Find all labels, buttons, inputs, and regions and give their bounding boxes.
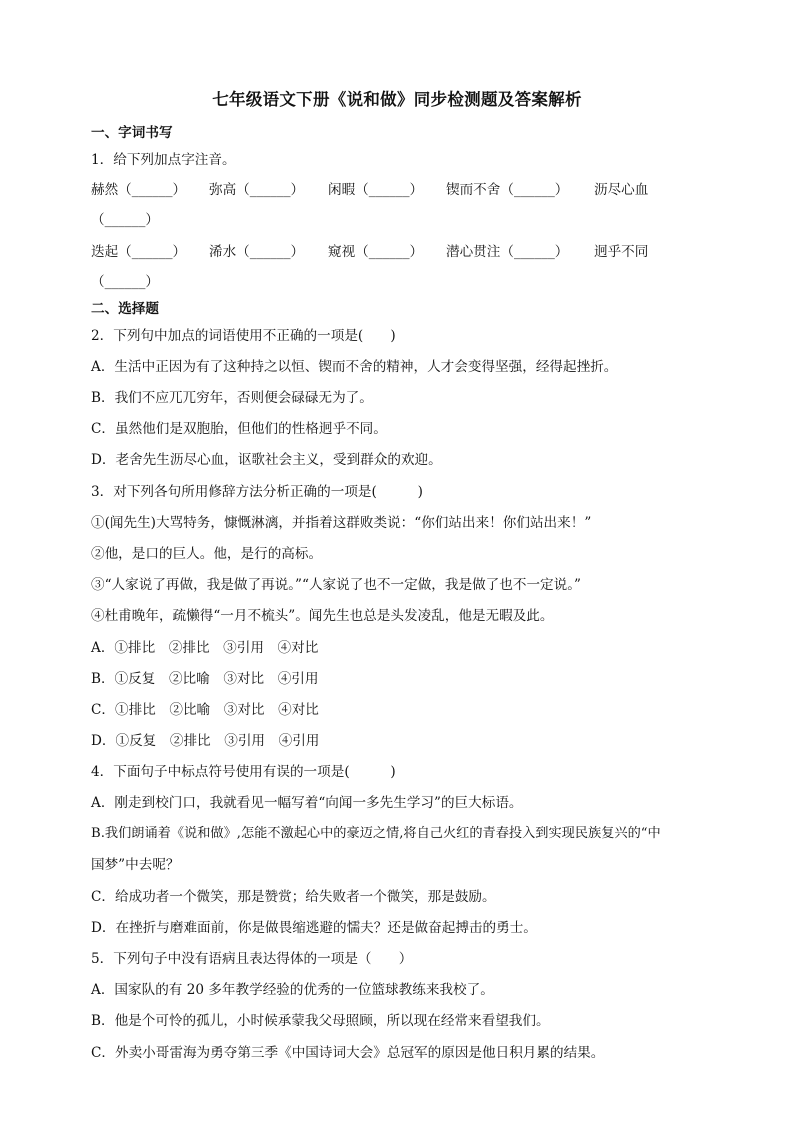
question-2-option: B．我们不应兀兀穷年，否则便会碌碌无为了。 xyxy=(91,390,373,406)
pinyin-item: 沥尽心血 xyxy=(594,182,649,198)
question-4-stem: 4．下面句子中标点符号使用有误的一项是( ) xyxy=(91,764,396,780)
question-3-item: ①(闻先生)大骂特务，慷慨淋漓，并指着这群败类说：“你们站出来！你们站出来！” xyxy=(91,515,592,531)
question-3-option: D．①反复 ②排比 ③引用 ④引用 xyxy=(91,733,320,749)
question-4-option-b-wrap: 国梦”中去呢？ xyxy=(91,857,180,873)
pinyin-item: 赫然（______） xyxy=(91,182,187,198)
question-5-option: A．国家队的有 20 多年教学经验的优秀的一位篮球教练来我校了。 xyxy=(91,982,494,998)
question-3-option: C．①排比 ②比喻 ③对比 ④对比 xyxy=(91,702,319,718)
question-4-option-d: D．在挫折与磨难面前，你是做畏缩逃避的懦夫？还是做奋起搏击的勇士。 xyxy=(91,920,537,936)
question-4-option-a: A．刚走到校门口，我就看见一幅写着“向闻一多先生学习”的巨大标语。 xyxy=(91,795,523,811)
question-5-option: B．他是个可怜的孤儿，小时候承蒙我父母照顾，所以现在经常来看望我们。 xyxy=(91,1013,550,1029)
question-5-stem: 5．下列句子中没有语病且表达得体的一项是（ ） xyxy=(91,951,413,967)
question-3-item: ④杜甫晚年，疏懒得“一月不梳头”。闻先生也总是头发凌乱，他是无暇及此。 xyxy=(91,608,554,624)
question-1-stem: 1．给下列加点字注音。 xyxy=(91,152,236,168)
pinyin-item: 窥视（______） xyxy=(328,244,424,260)
section-heading-word-writing: 一、字词书写 xyxy=(91,125,173,141)
question-4-option-c: C．给成功者一个微笑，那是赞赏；给失败者一个微笑，那是鼓励。 xyxy=(91,889,496,905)
pinyin-item: 弥高（______） xyxy=(209,182,305,198)
pinyin-item: 锲而不舍（______） xyxy=(446,182,569,198)
pinyin-item: 迥乎不同 xyxy=(594,244,649,260)
question-2-option: C．虽然他们是双胞胎，但他们的性格迥乎不同。 xyxy=(91,421,387,437)
pinyin-item: 迭起（______） xyxy=(91,244,187,260)
document-title: 七年级语文下册《说和做》同步检测题及答案解析 xyxy=(212,90,582,109)
question-2-option: D．老舍先生沥尽心血，讴歌社会主义，受到群众的欢迎。 xyxy=(91,452,442,468)
question-3-stem: 3．对下列各句所用修辞方法分析正确的一项是( ) xyxy=(91,484,423,500)
question-3-option: A．①排比 ②排比 ③引用 ④对比 xyxy=(91,640,319,656)
question-4-option-b: B.我们朗诵着《说和做》,怎能不激起心中的豪迈之情,将自己火红的青春投入到实现民族复兴的“中 xyxy=(91,826,661,841)
section-heading-multiple-choice: 二、选择题 xyxy=(91,301,159,317)
question-2-option: A．生活中正因为有了这种持之以恒、锲而不舍的精神，人才会变得坚强，经得起挫折。 xyxy=(91,359,618,375)
question-3-option: B．①反复 ②比喻 ③对比 ④引用 xyxy=(91,671,319,687)
pinyin-row-1-wrap: （______） xyxy=(91,212,159,228)
question-2-stem: 2．下列句中加点的词语使用不正确的一项是( ) xyxy=(91,328,396,344)
pinyin-row-2-wrap: （______） xyxy=(91,274,159,290)
pinyin-item: 潜心贯注（______） xyxy=(446,244,569,260)
question-3-item: ③“人家说了再做，我是做了再说。”“人家说了也不一定做，我是做了也不一定说。” xyxy=(91,577,581,593)
pinyin-item: 浠水（______） xyxy=(209,244,305,260)
pinyin-item: 闲暇（______） xyxy=(328,182,424,198)
question-5-option: C．外卖小哥雷海为勇夺第三季《中国诗词大会》总冠军的原因是他日积月累的结果。 xyxy=(91,1045,605,1061)
question-3-item: ②他，是口的巨人。他，是行的高标。 xyxy=(91,546,323,562)
